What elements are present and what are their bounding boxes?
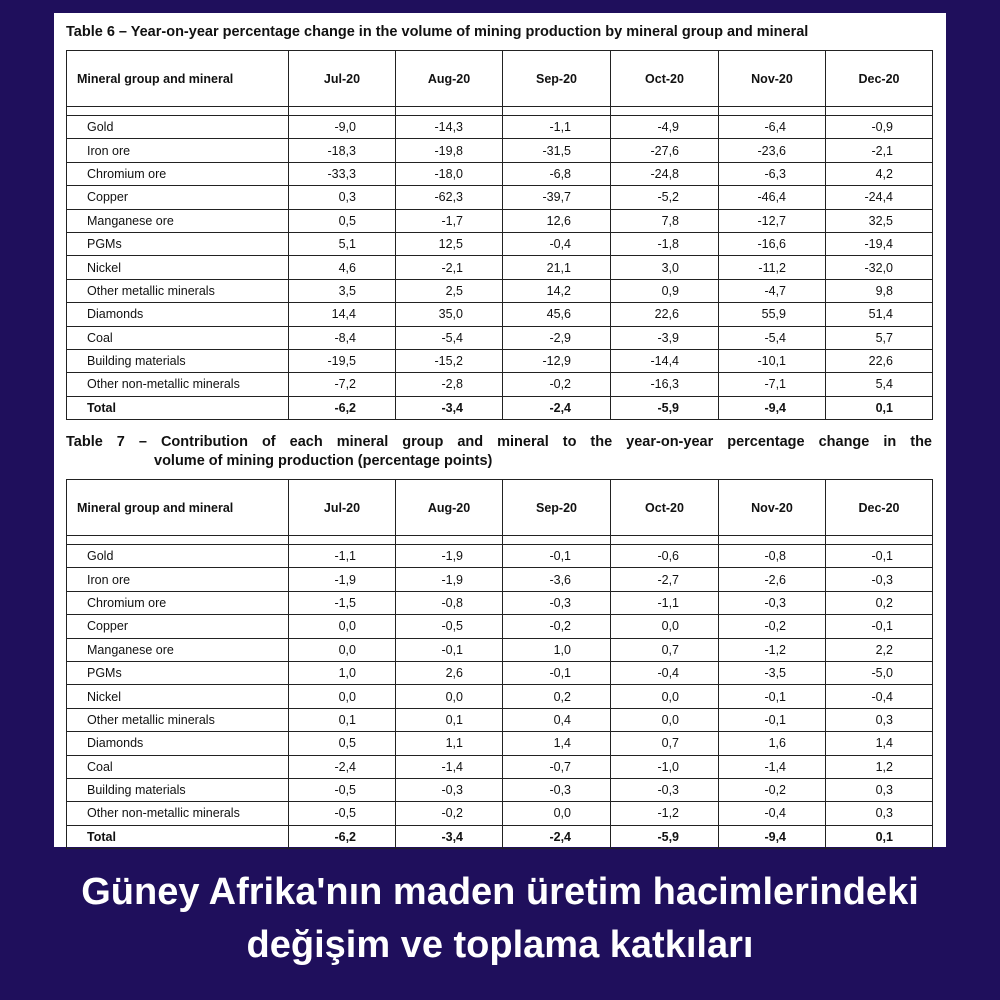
value-cell: -4,9	[611, 116, 719, 139]
value-cell: -14,3	[396, 116, 503, 139]
value-cell: -24,8	[611, 162, 719, 185]
table-row	[67, 303, 933, 326]
value-cell: -27,6	[611, 139, 719, 162]
value-cell: -0,1	[396, 638, 503, 661]
value-cell: -1,9	[396, 545, 503, 568]
value-cell: -14,4	[611, 349, 719, 372]
value-cell: -0,3	[611, 778, 719, 801]
value-cell: -5,2	[611, 186, 719, 209]
spacer-cell	[396, 536, 503, 545]
mineral-name: Building materials	[67, 778, 289, 801]
value-cell: -1,2	[611, 802, 719, 825]
spacer-cell	[396, 107, 503, 116]
spacer-cell	[611, 107, 719, 116]
value-cell: -0,8	[719, 545, 826, 568]
mineral-name: Nickel	[67, 685, 289, 708]
mineral-name: PGMs	[67, 232, 289, 255]
value-cell: 21,1	[503, 256, 611, 279]
table7	[66, 479, 933, 849]
value-cell: 1,4	[826, 732, 933, 755]
value-cell: 1,0	[503, 638, 611, 661]
value-cell: -0,2	[719, 778, 826, 801]
value-cell: 5,1	[289, 232, 396, 255]
value-cell: 0,0	[289, 615, 396, 638]
total-value-cell: 0,1	[826, 396, 933, 419]
table-row	[67, 162, 933, 185]
value-cell: -2,7	[611, 568, 719, 591]
table-row	[67, 349, 933, 372]
value-cell: -3,6	[503, 568, 611, 591]
value-cell: -2,6	[719, 568, 826, 591]
value-cell: -46,4	[719, 186, 826, 209]
value-cell: -19,8	[396, 139, 503, 162]
value-cell: -1,9	[396, 568, 503, 591]
mineral-name: Iron ore	[67, 139, 289, 162]
value-cell: 0,4	[503, 708, 611, 731]
mineral-name: Manganese ore	[67, 209, 289, 232]
total-value-cell: -3,4	[396, 396, 503, 419]
table-row	[67, 139, 933, 162]
value-cell: -8,4	[289, 326, 396, 349]
table7-title-line2: volume of mining production (percentage points)	[154, 453, 493, 469]
value-cell: 0,0	[611, 685, 719, 708]
value-cell: -0,3	[826, 568, 933, 591]
caption	[0, 866, 1000, 972]
value-cell: 22,6	[826, 349, 933, 372]
value-cell: 0,0	[396, 685, 503, 708]
value-cell: 4,6	[289, 256, 396, 279]
header-cell-mineral: Mineral group and mineral	[67, 480, 289, 536]
total-value-cell: 0,1	[826, 825, 933, 848]
total-value-cell: -3,4	[396, 825, 503, 848]
value-cell: 0,3	[826, 708, 933, 731]
mineral-name: Diamonds	[67, 732, 289, 755]
value-cell: 0,3	[826, 802, 933, 825]
total-value-cell: -9,4	[719, 825, 826, 848]
value-cell: -1,9	[289, 568, 396, 591]
total-value-cell: -9,4	[719, 396, 826, 419]
value-cell: -2,4	[289, 755, 396, 778]
value-cell: 12,5	[396, 232, 503, 255]
value-cell: -0,2	[503, 373, 611, 396]
title-word: mineral	[336, 434, 389, 450]
value-cell: 14,4	[289, 303, 396, 326]
total-row	[67, 825, 933, 848]
value-cell: -12,9	[503, 349, 611, 372]
value-cell: -0,7	[503, 755, 611, 778]
title-word: the	[590, 434, 613, 450]
header-cell-month: Aug-20	[396, 480, 503, 536]
table-row	[67, 545, 933, 568]
title-word: change	[818, 434, 870, 450]
value-cell: 5,7	[826, 326, 933, 349]
value-cell: 2,6	[396, 661, 503, 684]
title-word: year-on-year	[626, 434, 714, 450]
value-cell: -7,2	[289, 373, 396, 396]
value-cell: 0,0	[289, 638, 396, 661]
value-cell: 2,5	[396, 279, 503, 302]
value-cell: -0,8	[396, 591, 503, 614]
value-cell: -0,2	[396, 802, 503, 825]
value-cell: 1,0	[289, 661, 396, 684]
caption-line2: değişim ve toplama katkıları	[246, 924, 754, 966]
value-cell: 7,8	[611, 209, 719, 232]
value-cell: 0,7	[611, 732, 719, 755]
title-word: of	[261, 434, 276, 450]
value-cell: 1,2	[826, 755, 933, 778]
header-cell-month: Oct-20	[611, 51, 719, 107]
table-row	[67, 326, 933, 349]
value-cell: 9,8	[826, 279, 933, 302]
value-cell: 55,9	[719, 303, 826, 326]
value-cell: -0,4	[503, 232, 611, 255]
value-cell: 45,6	[503, 303, 611, 326]
value-cell: -2,9	[503, 326, 611, 349]
value-cell: 1,4	[503, 732, 611, 755]
mineral-name: Other metallic minerals	[67, 708, 289, 731]
mineral-name: Gold	[67, 116, 289, 139]
value-cell: 0,0	[503, 802, 611, 825]
value-cell: -0,1	[719, 708, 826, 731]
value-cell: -24,4	[826, 186, 933, 209]
spacer-cell	[289, 107, 396, 116]
value-cell: -9,0	[289, 116, 396, 139]
value-cell: 0,7	[611, 638, 719, 661]
total-label: Total	[67, 396, 289, 419]
value-cell: -6,3	[719, 162, 826, 185]
header-cell-month: Nov-20	[719, 480, 826, 536]
table6	[66, 50, 933, 420]
title-word: in	[883, 434, 897, 450]
spacer-cell	[719, 107, 826, 116]
value-cell: -31,5	[503, 139, 611, 162]
mineral-name: Iron ore	[67, 568, 289, 591]
value-cell: -15,2	[396, 349, 503, 372]
value-cell: -3,9	[611, 326, 719, 349]
mineral-name: Other non-metallic minerals	[67, 373, 289, 396]
table-row	[67, 209, 933, 232]
value-cell: -1,1	[289, 545, 396, 568]
title-word: percentage	[727, 434, 805, 450]
value-cell: 3,0	[611, 256, 719, 279]
value-cell: -16,6	[719, 232, 826, 255]
spacer-cell	[503, 536, 611, 545]
total-value-cell: -6,2	[289, 825, 396, 848]
table-row	[67, 186, 933, 209]
spacer-cell	[289, 536, 396, 545]
title-word: to	[562, 434, 577, 450]
total-value-cell: -2,4	[503, 396, 611, 419]
value-cell: -1,2	[719, 638, 826, 661]
value-cell: 0,2	[826, 591, 933, 614]
value-cell: -1,0	[611, 755, 719, 778]
value-cell: 35,0	[396, 303, 503, 326]
table7-title	[66, 433, 932, 471]
mineral-name: Coal	[67, 326, 289, 349]
value-cell: -1,4	[396, 755, 503, 778]
value-cell: -0,5	[396, 615, 503, 638]
value-cell: -19,5	[289, 349, 396, 372]
table-row	[67, 802, 933, 825]
spacer-row	[67, 107, 933, 116]
title-word: each	[289, 434, 323, 450]
value-cell: -23,6	[719, 139, 826, 162]
value-cell: 0,0	[611, 708, 719, 731]
value-cell: -1,1	[503, 116, 611, 139]
value-cell: -1,8	[611, 232, 719, 255]
spacer-cell	[611, 536, 719, 545]
value-cell: -3,5	[719, 661, 826, 684]
value-cell: -6,8	[503, 162, 611, 185]
value-cell: -0,4	[719, 802, 826, 825]
header-cell-month: Jul-20	[289, 480, 396, 536]
value-cell: 0,0	[289, 685, 396, 708]
value-cell: 4,2	[826, 162, 933, 185]
mineral-name: PGMs	[67, 661, 289, 684]
value-cell: -5,4	[719, 326, 826, 349]
header-cell-month: Aug-20	[396, 51, 503, 107]
value-cell: -2,8	[396, 373, 503, 396]
mineral-name: Building materials	[67, 349, 289, 372]
mineral-name: Copper	[67, 615, 289, 638]
value-cell: -0,3	[719, 591, 826, 614]
total-row	[67, 396, 933, 419]
spacer-cell	[67, 107, 289, 116]
caption-line1: Güney Afrika'nın maden üretim hacimlerindeki	[81, 871, 919, 913]
value-cell: -0,1	[719, 685, 826, 708]
table7-title-line1	[66, 433, 932, 452]
table-row	[67, 755, 933, 778]
mineral-name: Other non-metallic minerals	[67, 802, 289, 825]
table-row	[67, 685, 933, 708]
value-cell: 0,1	[289, 708, 396, 731]
mineral-name: Nickel	[67, 256, 289, 279]
title-word: 7	[116, 434, 125, 450]
value-cell: 0,5	[289, 732, 396, 755]
value-cell: -5,0	[826, 661, 933, 684]
table-row	[67, 232, 933, 255]
value-cell: 14,2	[503, 279, 611, 302]
value-cell: 0,1	[396, 708, 503, 731]
header-cell-month: Oct-20	[611, 480, 719, 536]
value-cell: -19,4	[826, 232, 933, 255]
value-cell: -11,2	[719, 256, 826, 279]
value-cell: 1,1	[396, 732, 503, 755]
mineral-name: Chromium ore	[67, 162, 289, 185]
value-cell: -4,7	[719, 279, 826, 302]
header-row	[67, 480, 933, 536]
value-cell: 0,0	[611, 615, 719, 638]
value-cell: -0,2	[719, 615, 826, 638]
mineral-name: Coal	[67, 755, 289, 778]
value-cell: 32,5	[826, 209, 933, 232]
title-word: and	[457, 434, 484, 450]
mineral-name: Manganese ore	[67, 638, 289, 661]
value-cell: 1,6	[719, 732, 826, 755]
value-cell: -6,4	[719, 116, 826, 139]
total-value-cell: -6,2	[289, 396, 396, 419]
title-word: –	[138, 434, 147, 450]
mineral-name: Chromium ore	[67, 591, 289, 614]
mineral-name: Gold	[67, 545, 289, 568]
value-cell: -0,2	[503, 615, 611, 638]
header-cell-month: Nov-20	[719, 51, 826, 107]
value-cell: -1,7	[396, 209, 503, 232]
value-cell: -0,1	[503, 545, 611, 568]
spacer-cell	[826, 107, 933, 116]
value-cell: -18,3	[289, 139, 396, 162]
total-label: Total	[67, 825, 289, 848]
value-cell: -0,1	[826, 545, 933, 568]
value-cell: 0,9	[611, 279, 719, 302]
value-cell: -2,1	[396, 256, 503, 279]
title-word: mineral	[497, 434, 549, 450]
table-row	[67, 373, 933, 396]
value-cell: -18,0	[396, 162, 503, 185]
value-cell: -0,4	[826, 685, 933, 708]
spacer-cell	[826, 536, 933, 545]
table-row	[67, 116, 933, 139]
table-row	[67, 568, 933, 591]
value-cell: -33,3	[289, 162, 396, 185]
table-row	[67, 661, 933, 684]
header-cell-month: Jul-20	[289, 51, 396, 107]
value-cell: -12,7	[719, 209, 826, 232]
value-cell: -0,5	[289, 802, 396, 825]
value-cell: -16,3	[611, 373, 719, 396]
mineral-name: Other metallic minerals	[67, 279, 289, 302]
header-cell-month: Dec-20	[826, 51, 933, 107]
value-cell: -0,3	[503, 778, 611, 801]
value-cell: 2,2	[826, 638, 933, 661]
table-row	[67, 638, 933, 661]
table-row	[67, 591, 933, 614]
value-cell: 3,5	[289, 279, 396, 302]
header-cell-month: Dec-20	[826, 480, 933, 536]
value-cell: -1,5	[289, 591, 396, 614]
title-word: Table	[66, 434, 103, 450]
value-cell: 0,2	[503, 685, 611, 708]
table6-title: Table 6 – Year-on-year percentage change in the volume of mining production by mineral group and mineral	[66, 24, 809, 40]
value-cell: -0,1	[826, 615, 933, 638]
spacer-cell	[719, 536, 826, 545]
document-page	[54, 13, 946, 847]
value-cell: 0,3	[289, 186, 396, 209]
value-cell: -0,4	[611, 661, 719, 684]
total-value-cell: -5,9	[611, 825, 719, 848]
table-row	[67, 708, 933, 731]
value-cell: -0,1	[503, 661, 611, 684]
header-cell-mineral: Mineral group and mineral	[67, 51, 289, 107]
table-row	[67, 615, 933, 638]
header-cell-month: Sep-20	[503, 51, 611, 107]
value-cell: -0,9	[826, 116, 933, 139]
table-row	[67, 732, 933, 755]
table-row	[67, 279, 933, 302]
title-word: the	[910, 434, 932, 450]
value-cell: -32,0	[826, 256, 933, 279]
value-cell: 0,5	[289, 209, 396, 232]
value-cell: -7,1	[719, 373, 826, 396]
value-cell: -10,1	[719, 349, 826, 372]
value-cell: -2,1	[826, 139, 933, 162]
title-word: Contribution	[160, 434, 248, 450]
mineral-name: Copper	[67, 186, 289, 209]
value-cell: -0,5	[289, 778, 396, 801]
spacer-cell	[503, 107, 611, 116]
spacer-cell	[67, 536, 289, 545]
value-cell: -0,6	[611, 545, 719, 568]
table-row	[67, 778, 933, 801]
value-cell: -5,4	[396, 326, 503, 349]
value-cell: 5,4	[826, 373, 933, 396]
total-value-cell: -5,9	[611, 396, 719, 419]
header-row	[67, 51, 933, 107]
value-cell: -39,7	[503, 186, 611, 209]
value-cell: -62,3	[396, 186, 503, 209]
total-value-cell: -2,4	[503, 825, 611, 848]
value-cell: 0,3	[826, 778, 933, 801]
header-cell-month: Sep-20	[503, 480, 611, 536]
value-cell: -1,4	[719, 755, 826, 778]
value-cell: -0,3	[503, 591, 611, 614]
value-cell: -1,1	[611, 591, 719, 614]
title-word: group	[402, 434, 444, 450]
value-cell: 12,6	[503, 209, 611, 232]
spacer-row	[67, 536, 933, 545]
mineral-name: Diamonds	[67, 303, 289, 326]
value-cell: 51,4	[826, 303, 933, 326]
value-cell: -0,3	[396, 778, 503, 801]
value-cell: 22,6	[611, 303, 719, 326]
table-row	[67, 256, 933, 279]
